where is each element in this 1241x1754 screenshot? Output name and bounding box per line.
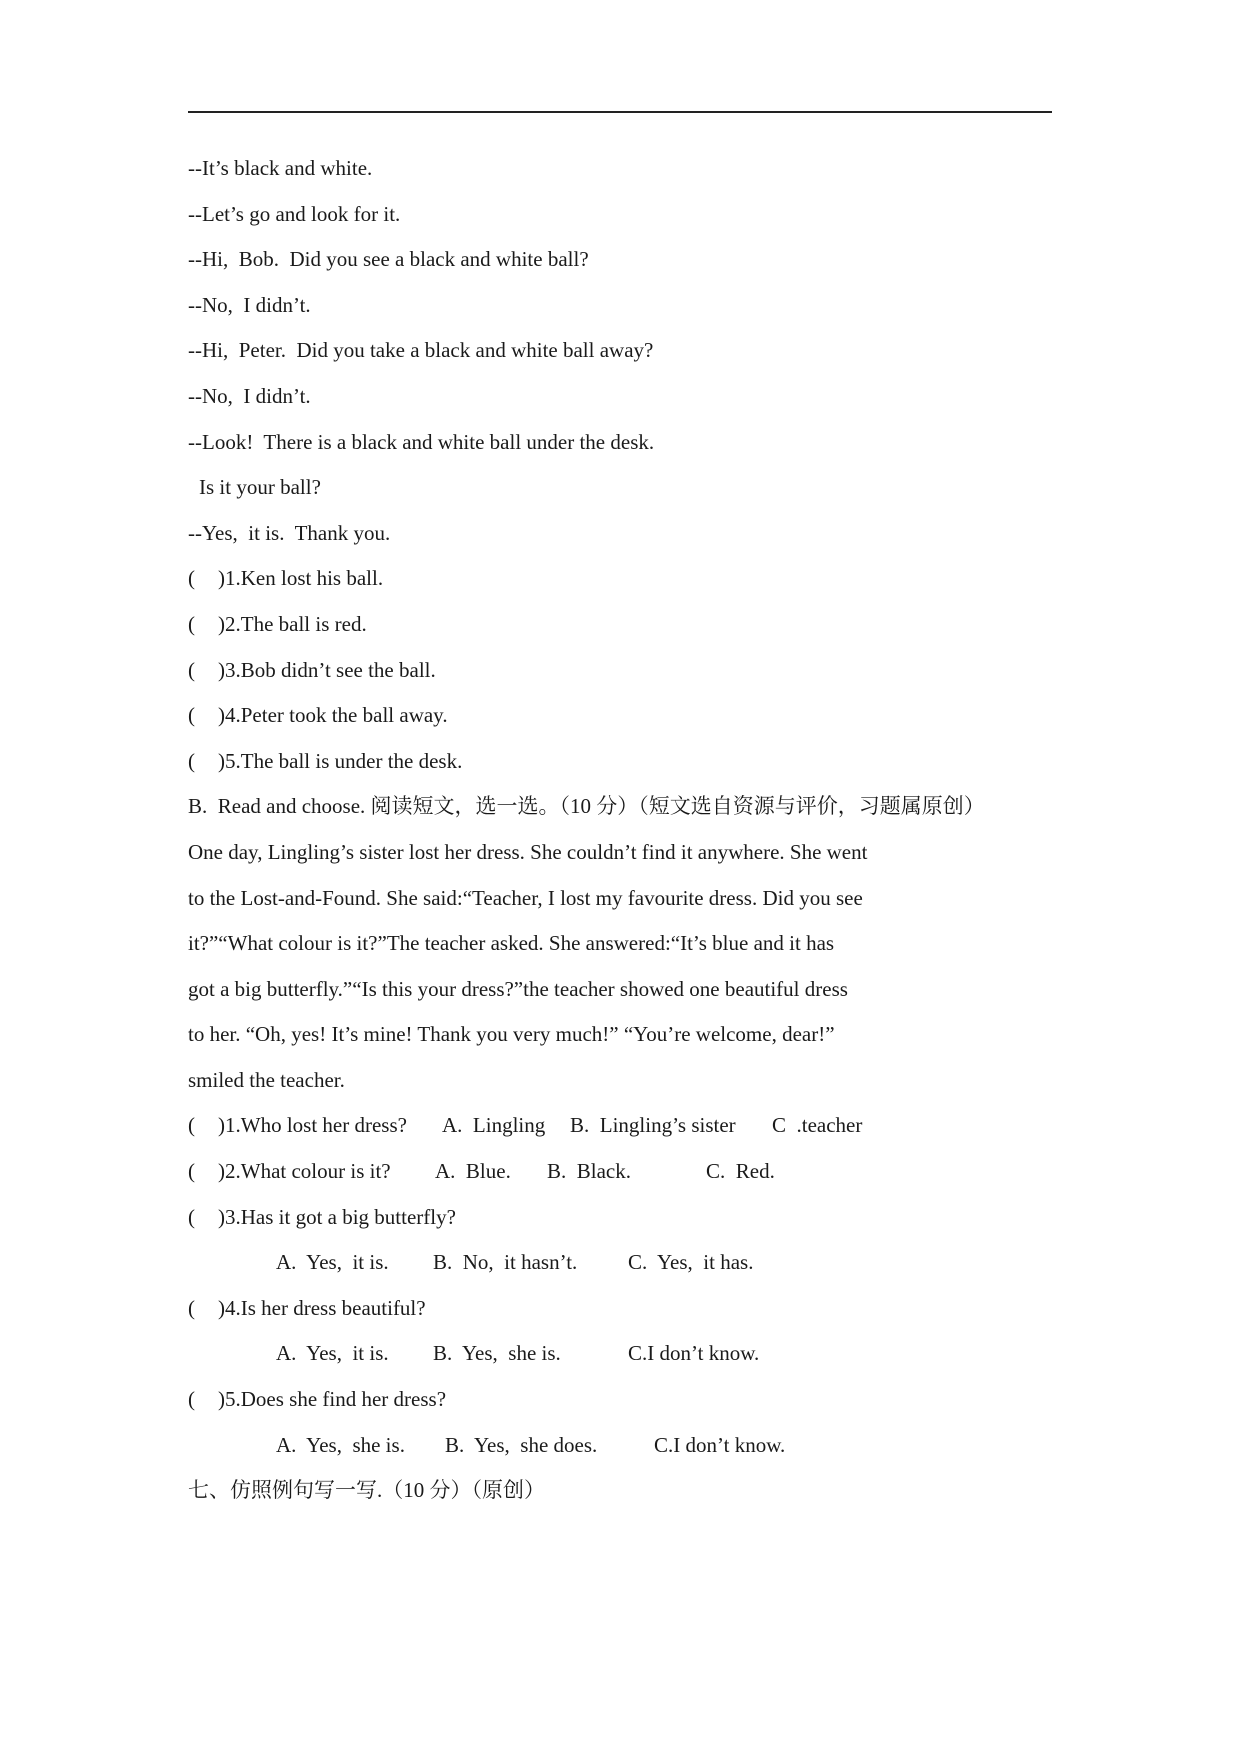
dialogue-line: --It’s black and white. [188,156,373,180]
question-text: )5.The ball is under the desk. [218,748,463,773]
answer-blank[interactable]: ( [188,1159,195,1184]
answer-blank[interactable]: ( [188,1113,195,1138]
option-a: A. Blue. [435,1159,511,1184]
option-b: B. No, it hasn’t. [433,1250,578,1275]
option-b: B. Black. [547,1159,631,1184]
question-text: )2.The ball is red. [218,611,367,636]
passage-line: smiled the teacher. [188,1067,345,1092]
passage-line: to the Lost-and-Found. She said:“Teacher, I lost my favourite dress. Did you see [188,885,863,910]
option-c: C.I don’t know. [628,1341,760,1366]
option-b: B. Yes, she does. [445,1432,598,1457]
dialogue-line: --Look! There is a black and white ball under the desk. [188,429,655,454]
answer-blank[interactable]: ( [188,1387,195,1412]
question-a5 [188,739,1068,785]
dialogue-line: --No, I didn’t. [188,292,311,317]
question-text: )1.Ken lost his ball. [218,566,384,591]
answer-blank[interactable]: ( [188,1204,195,1229]
question-b4 [188,1286,1068,1332]
answer-blank[interactable]: ( [188,657,195,682]
question-b1 [188,1103,1068,1149]
option-b: B. Lingling’s sister [570,1113,736,1138]
passage-line: to her. “Oh, yes! It’s mine! Thank you very much!” “You’re welcome, dear!” [188,1022,835,1047]
options-b4 [188,1331,1068,1377]
dialogue-line: --Hi, Peter. Did you take a black and white ball away? [188,338,654,363]
question-text: )4.Is her dress beautiful? [218,1295,426,1320]
answer-blank[interactable]: ( [188,566,195,591]
question-text: )2.What colour is it? [218,1159,391,1184]
option-c: C. Red. [706,1159,775,1184]
question-a3 [188,648,1068,694]
dialogue-line: Is it your ball? [199,475,321,500]
question-text: )3.Bob didn’t see the ball. [218,657,436,682]
options-b3 [188,1240,1068,1286]
question-text: )1.Who lost her dress? [218,1113,407,1138]
option-a: A. Yes, it is. [276,1341,389,1366]
question-a4 [188,693,1068,739]
option-c: C .teacher [772,1113,863,1138]
question-b2 [188,1149,1068,1195]
passage-line: One day, Lingling’s sister lost her dress. She couldn’t find it anywhere. She went [188,839,868,864]
question-a2 [188,602,1068,648]
question-text: )3.Has it got a big butterfly? [218,1204,456,1229]
dialogue-line: --Hi, Bob. Did you see a black and white ball? [188,247,589,272]
option-c: C.I don’t know. [654,1432,786,1457]
passage-line: it?”“What colour is it?”The teacher asked. She answered:“It’s blue and it has [188,931,835,956]
header-rule [188,111,1052,113]
answer-blank[interactable]: ( [188,703,195,728]
option-a: A. Yes, it is. [276,1250,389,1275]
option-c: C. Yes, it has. [628,1250,754,1275]
passage-line: got a big butterfly.”“Is this your dress?”the teacher showed one beautiful dress [188,976,848,1001]
answer-blank[interactable]: ( [188,748,195,773]
question-text: )4.Peter took the ball away. [218,703,448,728]
question-b5 [188,1377,1068,1423]
question-b3 [188,1195,1068,1241]
section-b-heading: B. Read and choose. 阅读短文，选一选。（10 分）（短文选自资源与评价，习题属原创） [188,794,985,819]
dialogue-line: --Yes, it is. Thank you. [188,520,391,545]
options-b5 [188,1423,1068,1469]
document-body [188,146,1068,1514]
option-a: A. Lingling [442,1113,546,1138]
question-text: )5.Does she find her dress? [218,1387,447,1412]
dialogue-line: --No, I didn’t. [188,383,311,408]
option-a: A. Yes, she is. [276,1432,405,1457]
answer-blank[interactable]: ( [188,611,195,636]
answer-blank[interactable]: ( [188,1295,195,1320]
question-a1 [188,556,1068,602]
option-b: B. Yes, she is. [433,1341,561,1366]
section-seven-heading: 七、仿照例句写一写.（10 分）（原创） [188,1478,545,1503]
dialogue-line: --Let’s go and look for it. [188,201,401,226]
